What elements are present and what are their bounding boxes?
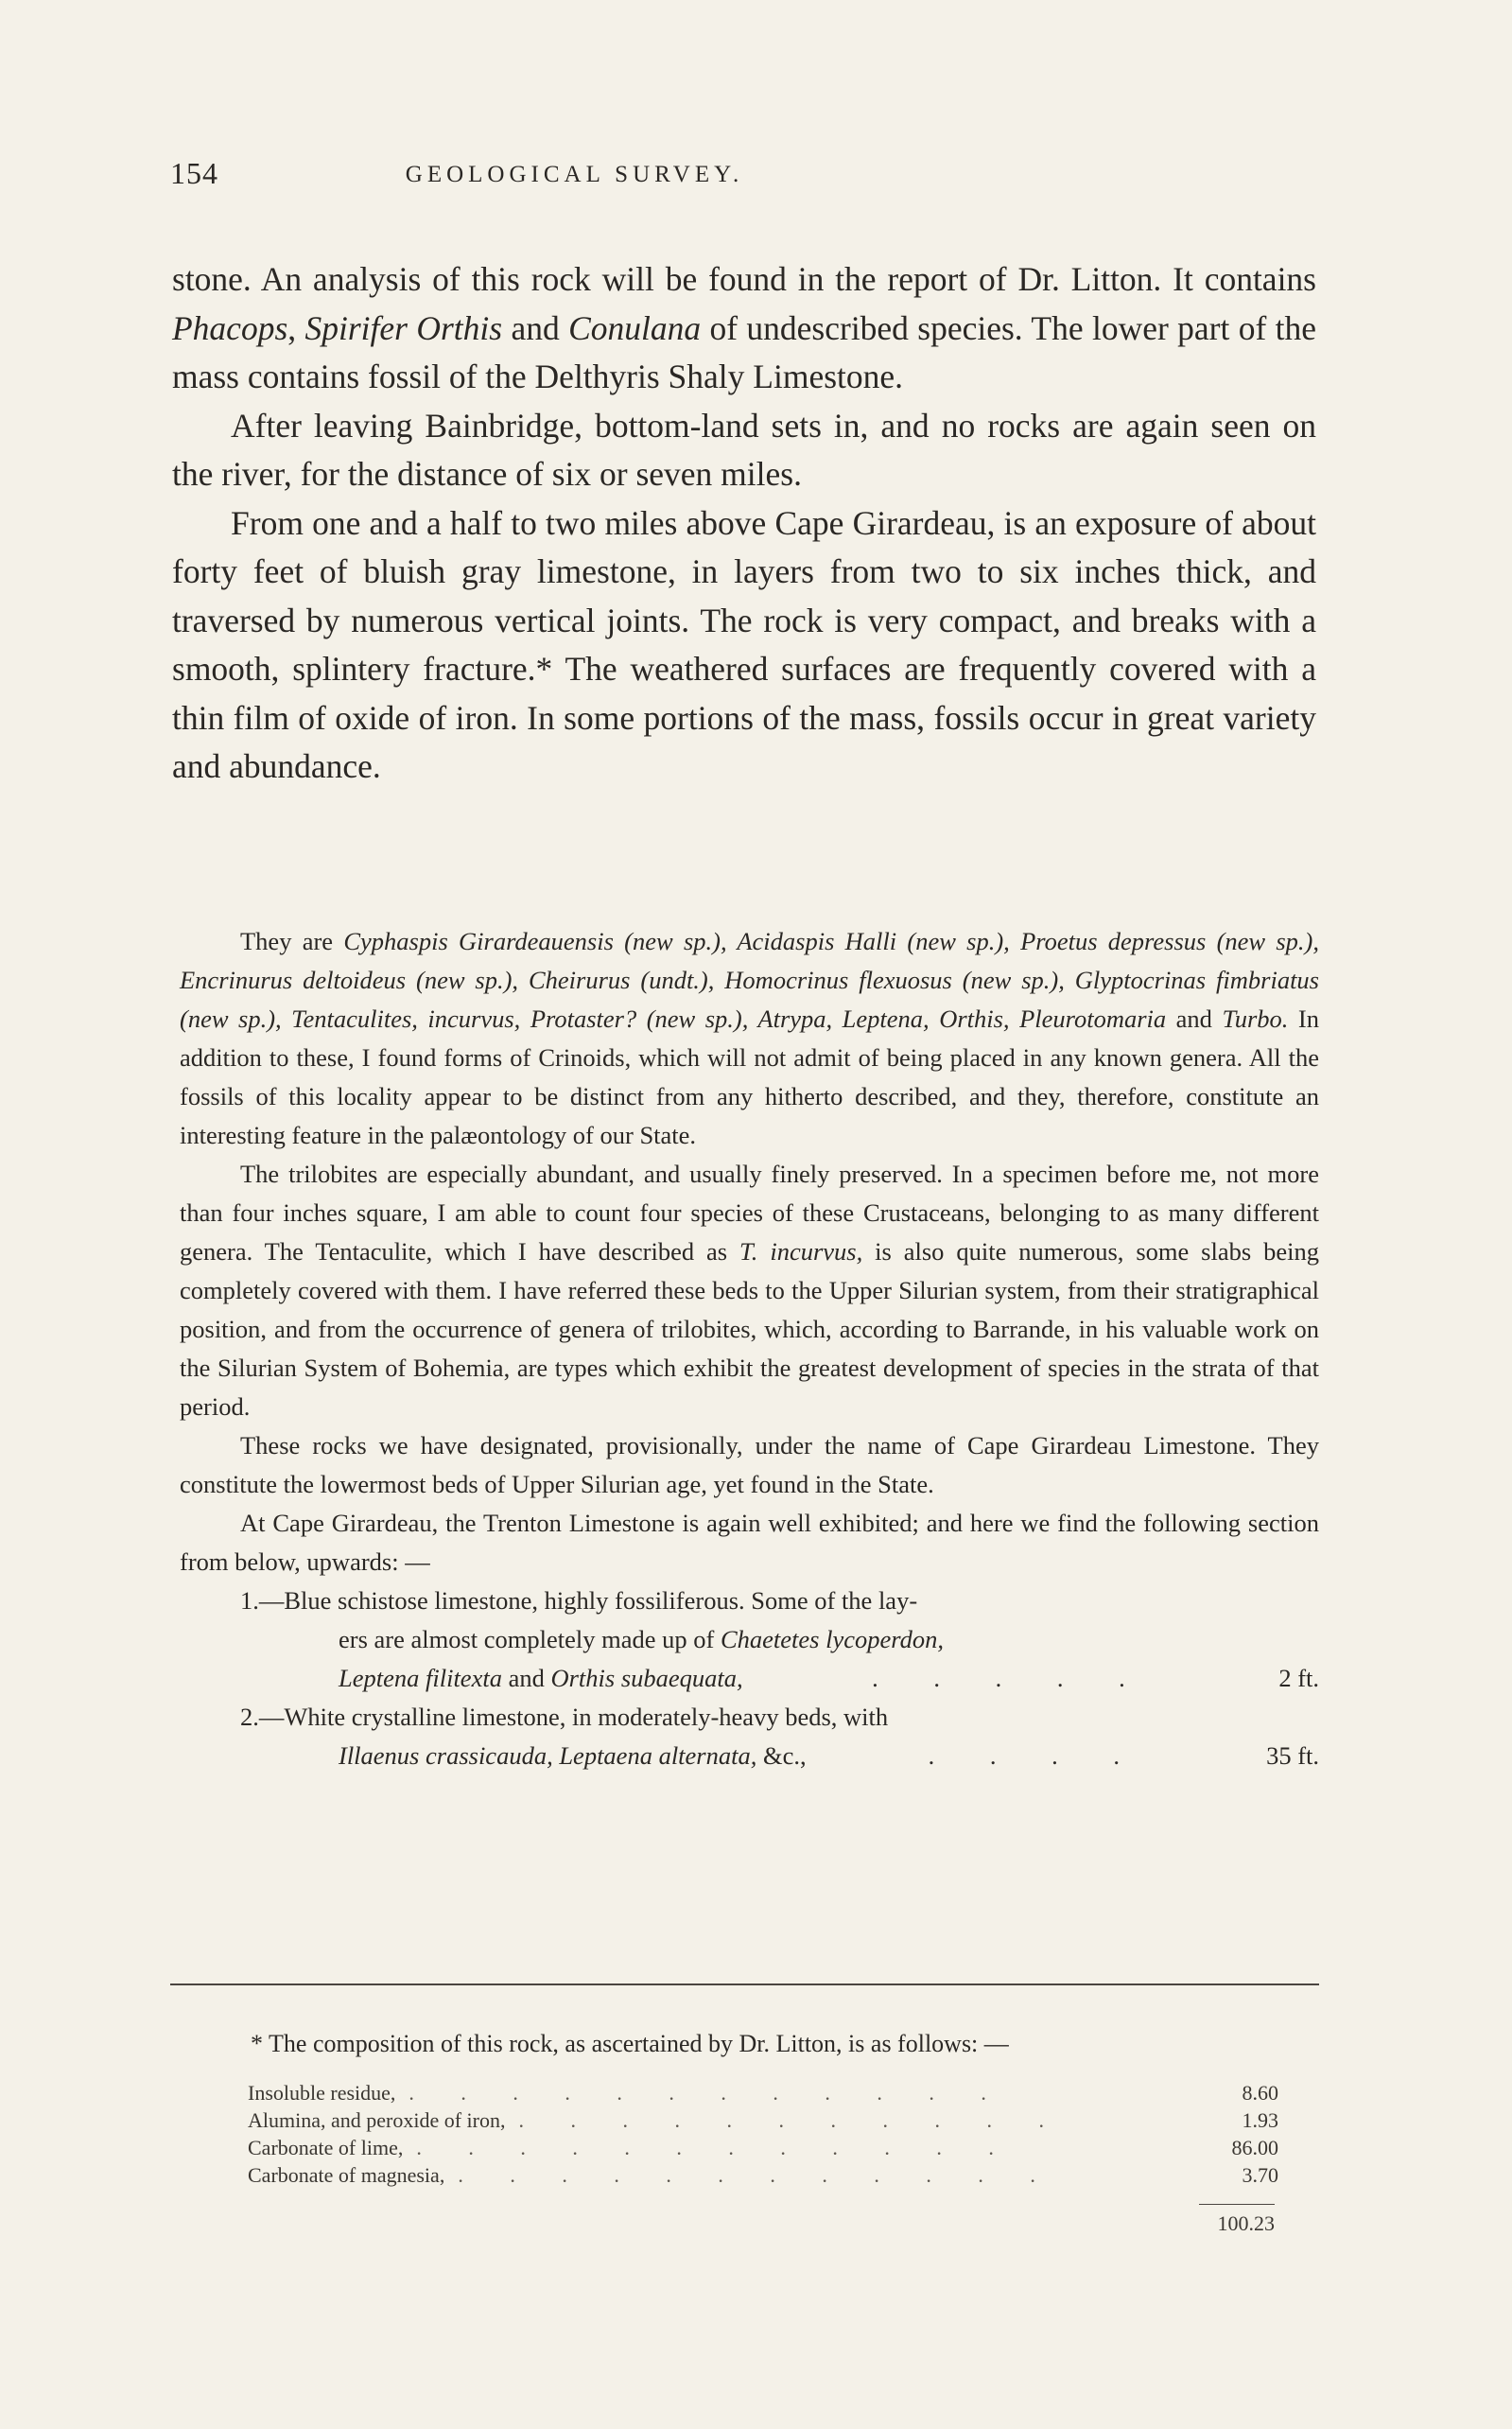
- dot-leader: . . . . . . . . . . . .: [416, 2136, 1015, 2159]
- text-run: In addition to these, I found forms of Crinoids, which will not admit of being placed in any known genera. All the fossils of this locality appear to be distinct from any hitherto described, and they, therefore, constitute an interesting feature in the palæontology of our State.: [180, 1005, 1319, 1149]
- dot-leader: . . . . .: [872, 1664, 1150, 1692]
- item-text: and: [501, 1664, 551, 1692]
- text-run: The trilobites are especially abundant, and usually finely preserved. In a specimen before me, not more than four inches square, I am able to count four species of these Crustaceans, belonging to as many different genera. The Tentaculite, which I have described as: [180, 1160, 1319, 1266]
- row-label: Carbonate of magnesia,: [248, 2163, 445, 2187]
- row-value: 86.00: [1231, 2136, 1278, 2159]
- table-row: [248, 2108, 1278, 2136]
- paragraph-designated: These rocks we have designated, provisionally, under the name of Cape Girardeau Limestone. They constitute the lowermost beds of Upper Silurian age, yet found in the State.: [180, 1431, 1319, 1498]
- row-label: Carbonate of lime,: [248, 2136, 404, 2159]
- composition-table: [248, 2081, 1278, 2191]
- table-row: [248, 2136, 1278, 2163]
- paragraph-fossils: [180, 922, 1319, 1155]
- item-number: 1.—: [240, 1586, 285, 1615]
- item-text: &c.,: [756, 1741, 807, 1770]
- taxon-name: Spirifer Orthis: [304, 308, 503, 347]
- taxon-name: Conulana: [568, 308, 702, 347]
- row-value: 1.93: [1242, 2108, 1278, 2132]
- dot-leader: . . . . . . . . . . . .: [408, 2081, 1007, 2105]
- paragraph-3: From one and a half to two miles above Cape Girardeau, is an exposure of about forty feet of bluish gray limestone, in layers from two to six inches thick, and traversed by numerous vertical joints. The rock is very compact, and breaks with a smooth, splintery fracture.* The weathered surfaces are frequently covered with a thin film of oxide of iron. In some portions of the mass, fossils occur in great variety and abundance.: [172, 503, 1316, 785]
- taxon-name: Turbo.: [1222, 1005, 1289, 1033]
- taxon-name: Phacops: [172, 308, 288, 347]
- section-item-2: [180, 1698, 1319, 1737]
- page-number: 154: [170, 156, 218, 190]
- item-text: ers are almost completely made up of: [339, 1625, 721, 1653]
- taxon-list: Cyphaspis Girardeauensis (new sp.), Acidaspis Halli (new sp.), Proetus depressus (new sp.), Encrinurus deltoideus (new sp.), Cheirurus (undt.), Homocrinus flexuosus (new sp.), Glyptocrinas fimbriatus (new sp.), Tentaculites, incurvus, Protaster? (new sp.), Atrypa, Leptena, Orthis, Pleurotomaria: [180, 927, 1319, 1033]
- taxon-name: Orthis subaequata,: [550, 1664, 743, 1692]
- text-run: of undescribed species. The lower part of the mass contains fossil of the Delthyris Shaly Limestone.: [172, 308, 1316, 395]
- small-text: [180, 922, 1319, 1775]
- dot-leader: . . . . . . . . . . . .: [458, 2163, 1056, 2187]
- text-run: ,: [287, 308, 305, 347]
- paragraph-trilobites: [180, 1155, 1319, 1426]
- paragraph-1: [172, 255, 1316, 402]
- row-label: Alumina, and peroxide of iron,: [248, 2108, 506, 2132]
- page-header: [170, 156, 979, 194]
- total-value: 100.23: [1217, 2211, 1275, 2235]
- text-run: and: [502, 308, 569, 347]
- table-row: [248, 2163, 1278, 2191]
- text-run: is also quite numerous, some slabs being completely covered with them. I have referred these beds to the Upper Silurian system, from their stratigraphical position, and from the occurrence of genera of trilobites, which, according to Barrande, in his valuable work on the Silurian System of Bohemia, are types which exhibit the greatest development of species in the strata of that period.: [180, 1237, 1319, 1421]
- row-label: Insoluble residue,: [248, 2081, 396, 2105]
- table-row: [248, 2081, 1278, 2108]
- text-run: stone. An analysis of this rock will be found in the report of Dr. Litton. It contains: [172, 260, 1316, 298]
- running-title: GEOLOGICAL SURVEY.: [405, 162, 744, 187]
- taxon-name: Leptena filitexta: [339, 1664, 502, 1692]
- footnote-text: * The composition of this rock, as ascertained by Dr. Litton, is as follows: —: [251, 2030, 1009, 2057]
- row-value: 3.70: [1242, 2163, 1278, 2187]
- taxon-name: T. incurvus,: [739, 1237, 863, 1266]
- text-run: and: [1166, 1005, 1223, 1033]
- item-number: 2.—: [240, 1703, 285, 1731]
- section-item-1-cont: [180, 1620, 1319, 1659]
- footnote-divider: [170, 1983, 1319, 1985]
- taxon-name: Chaetetes lycoperdon,: [720, 1625, 944, 1653]
- item-text: Blue schistose limestone, highly fossiliferous. Some of the lay-: [284, 1586, 918, 1615]
- text-run: They are: [240, 927, 344, 955]
- section-item-1: [180, 1581, 1319, 1620]
- section-item-1-last: [180, 1659, 1319, 1698]
- dot-leader: . . . .: [928, 1741, 1145, 1770]
- main-text: [172, 255, 1316, 792]
- thickness-value: 2 ft.: [1278, 1664, 1319, 1692]
- row-value: 8.60: [1242, 2081, 1278, 2105]
- stratigraphic-section: [180, 1581, 1319, 1775]
- dot-leader: . . . . . . . . . . .: [518, 2108, 1065, 2132]
- taxon-name: Illaenus crassicauda, Leptaena alternata,: [339, 1741, 757, 1770]
- paragraph-2: After leaving Bainbridge, bottom-land sets in, and no rocks are again seen on the river, for the distance of six or seven miles.: [172, 406, 1316, 493]
- total-rule: [1199, 2204, 1275, 2205]
- section-item-2-last: [180, 1737, 1319, 1775]
- item-text: White crystalline limestone, in moderately-heavy beds, with: [284, 1703, 889, 1731]
- paragraph-section-intro: At Cape Girardeau, the Trenton Limestone is again well exhibited; and here we find the following section from below, upwards: —: [180, 1509, 1319, 1576]
- thickness-value: 35 ft.: [1266, 1741, 1319, 1770]
